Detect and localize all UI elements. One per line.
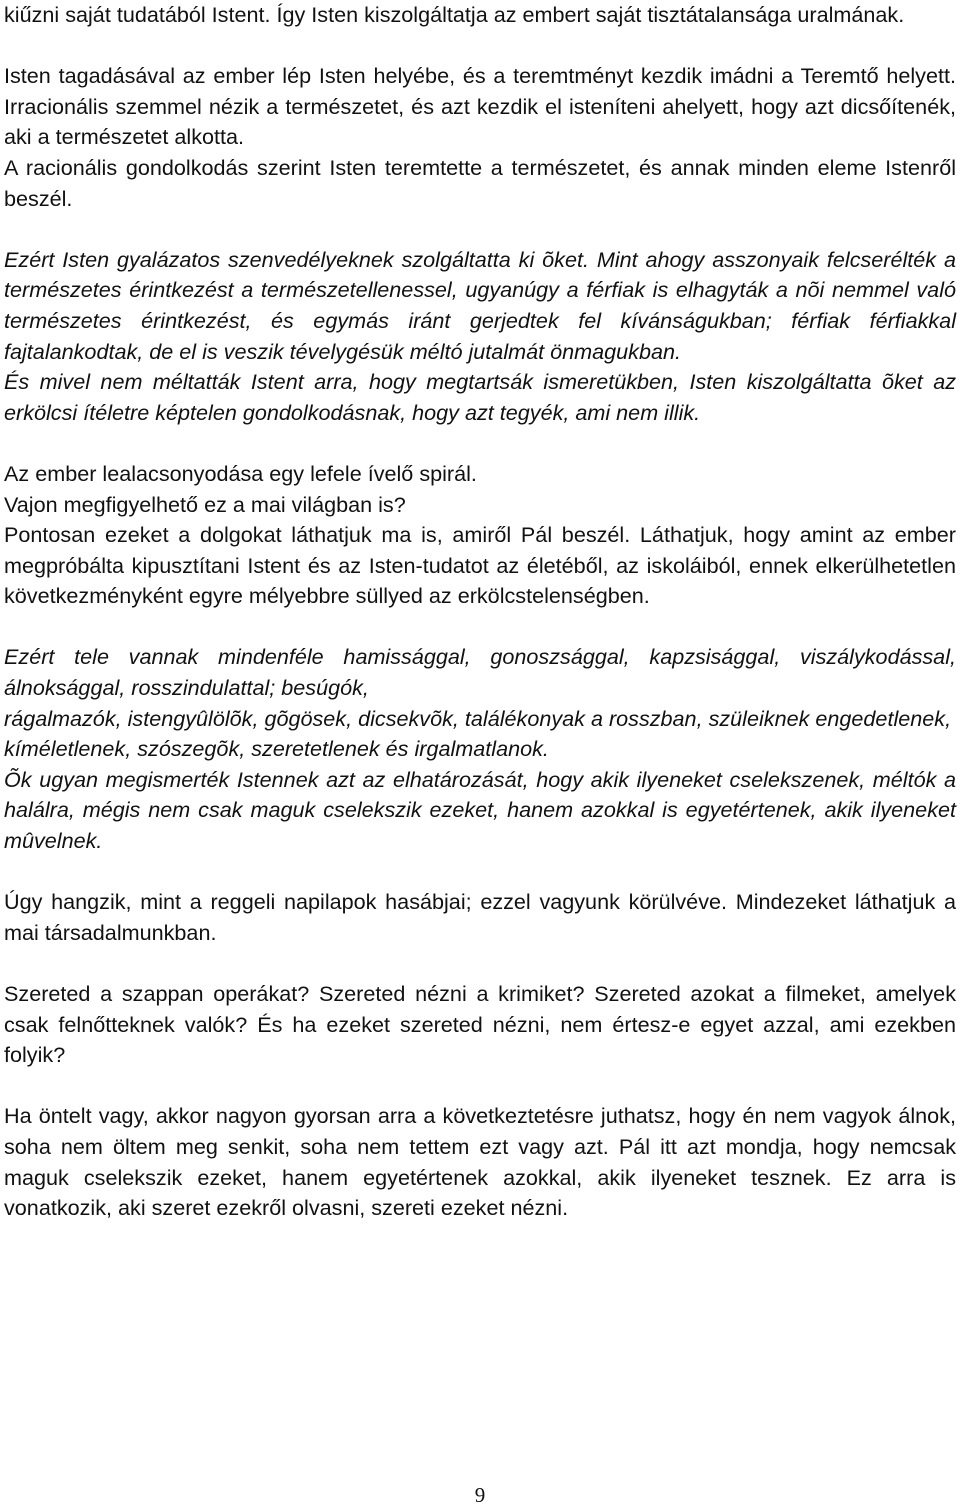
paragraph-8: Szereted a szappan operákat? Szereted nézni a krimiket? Szereted azokat a filmeket, amelyek csak felnőtteknek valók? És ha ezeket szereted nézni, nem értesz-e egyet azzal, ami ezekben folyik? <box>4 981 956 1068</box>
paragraph-5a: Az ember lealacsonyodása egy lefele ívelő spirál. <box>4 460 477 486</box>
paragraph-5c: Pontosan ezeket a dolgokat láthatjuk ma is, amiről Pál beszél. Láthatjuk, hogy amint az ember megpróbálta kipusztítani Istent és az Isten-tudatot az életéből, az iskoláiból, ennek elkerülhetetlen következményként egyre mélyebbre süllyed az erkölcstelenségben. <box>4 522 956 609</box>
scripture-quote-1: Ezért Isten gyalázatos szenvedélyeknek szolgáltatta ki õket. Mint ahogy asszonyaik felcserélték a természetes érintkezést a természetellenessel, ugyanúgy a férfiak is elhagyták a nõi nemmel való természetes érintkezést, és egymás iránt gerjedtek fel kívánságukban; férfiak férfiakkal fajtalankodtak, de el is veszik tévelygésük méltó jutalmát önmagukban. <box>4 246 956 364</box>
paragraph-2b: A racionális gondolkodás szerint Isten teremtette a természetet, és annak minden eleme Istenről beszél. <box>4 154 956 211</box>
scripture-quote-3d: Õk ugyan megismerték Istennek azt az elhatározását, hogy akik ilyeneket cselekszenek, méltók a halálra, mégis nem csak maguk cselekszik ezeket, hanem azokkal is egyetértenek, akik ilyeneket mûvelnek. <box>4 766 956 854</box>
page-number: 9 <box>474 1483 486 1507</box>
paragraph-7: Úgy hangzik, mint a reggeli napilapok hasábjai; ezzel vagyunk körülvéve. Mindezeket láthatjuk a mai társadalmunkban. <box>4 889 956 945</box>
document-body <box>4 0 956 1224</box>
paragraph-1: kiűzni saját tudatából Istent. Így Isten kiszolgáltatja az embert saját tisztátalansága uralmának. <box>4 2 905 27</box>
scripture-quote-3a: Ezért tele vannak mindenféle hamissággal, gonoszsággal, kapzsisággal, viszálykodással, álnoksággal, rosszindulattal; besúgók, <box>4 644 956 701</box>
paragraph-9: Ha öntelt vagy, akkor nagyon gyorsan arra a következtetésre juthatsz, hogy én nem vagyok álnok, soha nem öltem meg senkit, soha nem tettem ezt vagy azt. Pál itt azt mondja, hogy nemcsak maguk cselekszik ezeket, hanem egyetértenek azokkal, akik ilyeneket tesznek. Ez arra is vonatkozik, aki szeret ezekről olvasni, szereti ezeket nézni. <box>4 1103 956 1221</box>
paragraph-5b: Vajon megfigyelhető ez a mai világban is? <box>4 491 406 517</box>
scripture-quote-3c: kíméletlenek, szószegõk, szeretetlenek és irgalmatlanok. <box>4 736 549 762</box>
scripture-quote-3b: rágalmazók, istengyûlölõk, gõgösek, dicsekvõk, találékonyak a rosszban, szüleiknek engedetlenek, <box>4 705 952 731</box>
paragraph-2a: Isten tagadásával az ember lép Isten helyébe, és a teremtményt kezdik imádni a Teremtő helyett. Irracionális szemmel nézik a természetet, és azt kezdik el isteníteni ahelyett, hogy azt dicsőítenék, aki a természetet alkotta. <box>4 63 956 150</box>
scripture-quote-2: És mivel nem méltatták Istent arra, hogy megtartsák ismeretükben, Isten kiszolgáltatta õket az erkölcsi ítéletre képtelen gondolkodásnak, hogy azt tegyék, ami nem illik. <box>4 369 956 425</box>
